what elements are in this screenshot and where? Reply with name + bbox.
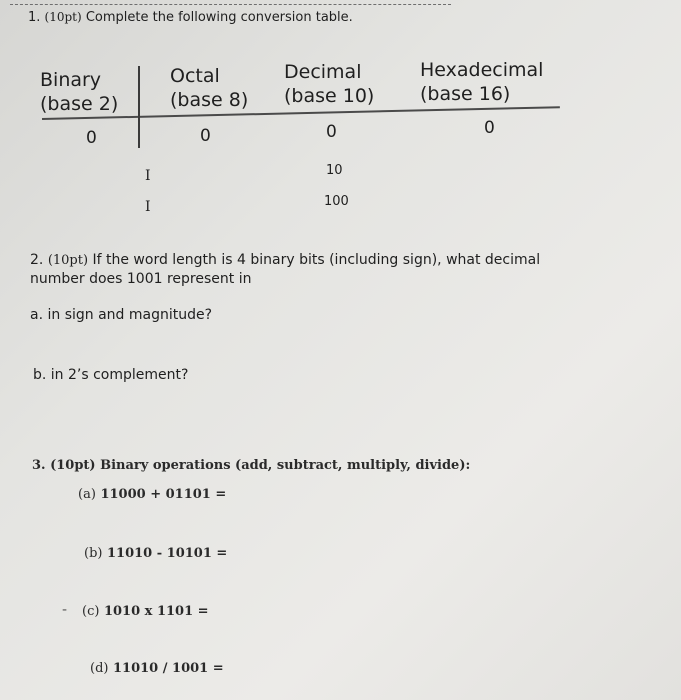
- cell-decimal-0: 0: [326, 122, 337, 142]
- operation-a-label: (a): [78, 487, 96, 502]
- header-octal-line1: Octal: [170, 65, 220, 87]
- operation-c: [82, 604, 209, 619]
- operation-b-label: (b): [84, 546, 103, 561]
- question-2a: a. in sign and magnitude?: [30, 307, 213, 323]
- operation-d-expr: 11010 / 1001 =: [113, 661, 224, 676]
- margin-mark: -: [62, 602, 68, 618]
- operation-b: [84, 546, 227, 561]
- header-hex-line2: (base 16): [420, 83, 511, 105]
- question-2-prompt: [30, 251, 540, 288]
- header-decimal-line1: Decimal: [284, 61, 362, 83]
- header-octal-line2: (base 8): [170, 89, 249, 111]
- question-3-heading: 3. (10pt) Binary operations (add, subtract, multiply, divide):: [32, 458, 471, 473]
- question-2-line1: [30, 251, 540, 270]
- cell-decimal-10: 10: [326, 163, 343, 178]
- question-1-prompt: [28, 10, 353, 25]
- operation-c-expr: 1010 x 1101 =: [103, 604, 209, 619]
- header-decimal-line2: (base 10): [284, 85, 375, 107]
- cell-octal-0: 0: [200, 126, 211, 146]
- question-2-points: (10pt): [47, 253, 89, 268]
- question-2-text-1: If the word length is 4 binary bits (including sign), what decimal: [92, 252, 541, 268]
- question-1-number: 1.: [28, 10, 41, 25]
- operation-a: [78, 487, 226, 502]
- header-binary: [40, 68, 118, 116]
- question-2b: b. in 2’s complement?: [33, 367, 189, 383]
- cell-hex-0: 0: [484, 118, 495, 138]
- operation-d: [90, 661, 224, 676]
- operation-b-expr: 11010 - 10101 =: [107, 546, 228, 561]
- header-octal: [170, 64, 248, 112]
- header-decimal: [284, 60, 374, 108]
- cell-decimal-100: 100: [324, 194, 349, 209]
- question-2-number: 2.: [30, 252, 44, 268]
- row-mark-1: I: [145, 168, 151, 184]
- operation-a-expr: 11000 + 01101 =: [100, 487, 227, 502]
- question-2-text-2: number does 1001 represent in: [30, 271, 252, 287]
- header-binary-line2: (base 2): [40, 93, 119, 115]
- question-1-points: (10pt): [44, 10, 82, 24]
- cell-binary-0: 0: [86, 128, 97, 148]
- question-1-text: Complete the following conversion table.: [85, 10, 353, 25]
- operation-d-label: (d): [90, 661, 109, 676]
- row-mark-2: I: [145, 199, 151, 215]
- operation-c-label: (c): [82, 604, 100, 619]
- table-header-rule: [42, 106, 560, 120]
- header-binary-line1: Binary: [40, 69, 102, 91]
- table-column-rule: [138, 66, 140, 148]
- header-hexadecimal: [420, 58, 543, 106]
- dashed-rule: [10, 4, 451, 5]
- header-hex-line1: Hexadecimal: [420, 59, 544, 81]
